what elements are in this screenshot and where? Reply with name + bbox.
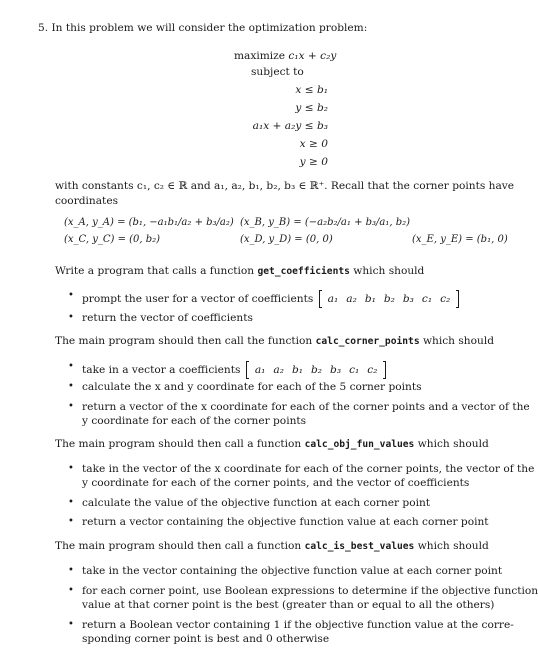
constraint-1: x ≤ b₁ — [295, 84, 328, 96]
section-4-bullet-2-line-2: value at that corner point is the best (greater than or equal to all the others) — [82, 599, 495, 611]
corner-point-a: (x_A, y_A) = (b₁, −a₁b₁/a₂ + b₃/a₂) — [64, 217, 234, 228]
vector-element: c₂ — [367, 364, 378, 376]
bullet-icon: • — [68, 312, 74, 323]
bullet-icon: • — [68, 516, 74, 527]
constraint-3: a₁x + a₂y ≤ b₃ — [252, 120, 328, 132]
vector-element: a₂ — [273, 364, 284, 376]
section-3-bullet-1-line-2: y coordinate for each of the corner points, and the vector of coefficients — [82, 477, 470, 489]
vector-element: b₃ — [330, 364, 342, 376]
function-calc-corner-points: calc_corner_points — [315, 336, 420, 347]
problem-intro — [38, 22, 367, 34]
section-2-bullet-3-line-2: y coordinate for each of the corner points — [82, 415, 307, 427]
section-2-bullet-3-line-1: return a vector of the x coordinate for each of the corner points and a vector of the — [82, 401, 530, 413]
section-1-bullet-1-text: prompt the user for a vector of coefficients — [82, 293, 314, 305]
function-calc-is-best-values: calc_is_best_values — [304, 541, 415, 552]
constraint-2: y ≤ b₂ — [295, 102, 328, 114]
section-4-heading — [55, 540, 489, 552]
section-1-post: which should — [349, 265, 425, 277]
corner-point-b: (x_B, y_B) = (−a₂b₂/a₁ + b₃/a₁, b₂) — [240, 217, 411, 228]
section-4-bullet-3-line-1: return a Boolean vector containing 1 if the objective function value at the corre- — [82, 619, 514, 631]
vector-element: c₁ — [349, 364, 360, 376]
constants-line-2: coordinates — [55, 195, 119, 207]
subject-to-label: subject to — [251, 66, 304, 78]
vector-element: b₃ — [402, 293, 414, 305]
objective-expression: c₁x + c₂y — [288, 50, 337, 62]
function-get-coefficients: get_coefficients — [257, 266, 350, 277]
bullet-icon: • — [68, 290, 74, 301]
section-3-pre: The main program should then call a function — [55, 438, 305, 450]
vector-element: b₁ — [291, 364, 303, 376]
section-3-bullet-1-line-1: take in the vector of the x coordinate for each of the corner points, the vector of the — [82, 463, 535, 475]
section-4-post: which should — [414, 540, 489, 552]
constants-line-1: with constants c₁, c₂ ∈ ℝ and a₁, a₂, b₁, b₂, b₃ ∈ ℝ⁺. Recall that the corner points have — [55, 180, 515, 192]
section-2-post: which should — [419, 335, 494, 347]
section-2-bullet-1 — [82, 361, 388, 379]
section-3-heading — [55, 438, 489, 450]
bullet-icon: • — [68, 401, 74, 412]
vector-element: a₂ — [346, 293, 357, 305]
section-4-bullet-3-line-2: sponding corner point is best and 0 otherwise — [82, 633, 330, 645]
vector-element: c₂ — [440, 293, 451, 305]
section-1-heading — [55, 265, 424, 277]
maximize-word: maximize — [234, 50, 286, 62]
vector-element: b₂ — [383, 293, 395, 305]
vector-element: c₁ — [421, 293, 433, 305]
corner-point-d: (x_D, y_D) = (0, 0) — [240, 234, 333, 245]
section-3-post: which should — [414, 438, 489, 450]
section-2-bullet-1-text: take in a vector a coefficients — [82, 364, 241, 376]
objective-line — [234, 50, 336, 62]
section-2-heading — [55, 335, 494, 347]
bullet-icon: • — [68, 585, 74, 596]
corner-point-e: (x_E, y_E) = (b₁, 0) — [412, 234, 508, 245]
section-3-bullet-2: calculate the value of the objective function at each corner point — [82, 497, 431, 509]
constraint-5: y ≥ 0 — [299, 156, 328, 168]
vector-element: b₂ — [311, 364, 323, 376]
function-calc-obj-fun-values: calc_obj_fun_values — [304, 439, 415, 450]
constraint-4: x ≥ 0 — [299, 138, 328, 150]
section-4-bullet-2-line-1: for each corner point, use Boolean expressions to determine if the objective function — [82, 585, 538, 597]
section-2-bullet-2: calculate the x and y coordinate for each of the 5 corner points — [82, 381, 422, 393]
bullet-icon: • — [68, 381, 74, 392]
coefficient-vector-2 — [246, 361, 387, 379]
corner-point-c: (x_C, y_C) = (0, b₂) — [64, 234, 161, 245]
section-2-pre: The main program should then call the function — [55, 335, 316, 347]
bullet-icon: • — [68, 619, 74, 630]
section-1-bullet-2: return the vector of coefficients — [82, 312, 253, 324]
vector-element: a₁ — [327, 293, 339, 305]
coefficient-vector-1 — [319, 290, 460, 308]
bullet-icon: • — [68, 565, 74, 576]
section-3-bullet-3: return a vector containing the objective function value at each corner point — [82, 516, 489, 528]
problem-number: 5. — [38, 22, 49, 34]
bullet-icon: • — [68, 361, 74, 372]
bullet-icon: • — [68, 463, 74, 474]
vector-element: b₁ — [364, 293, 376, 305]
bullet-icon: • — [68, 497, 74, 508]
vector-element: a₁ — [254, 364, 266, 376]
problem-intro-text: In this problem we will consider the optimization problem: — [51, 22, 368, 34]
section-4-bullet-1: take in the vector containing the objective function value at each corner point — [82, 565, 503, 577]
section-1-pre: Write a program that calls a function — [55, 265, 258, 277]
section-1-bullet-1 — [82, 290, 461, 308]
section-4-pre: The main program should then call a function — [55, 540, 305, 552]
